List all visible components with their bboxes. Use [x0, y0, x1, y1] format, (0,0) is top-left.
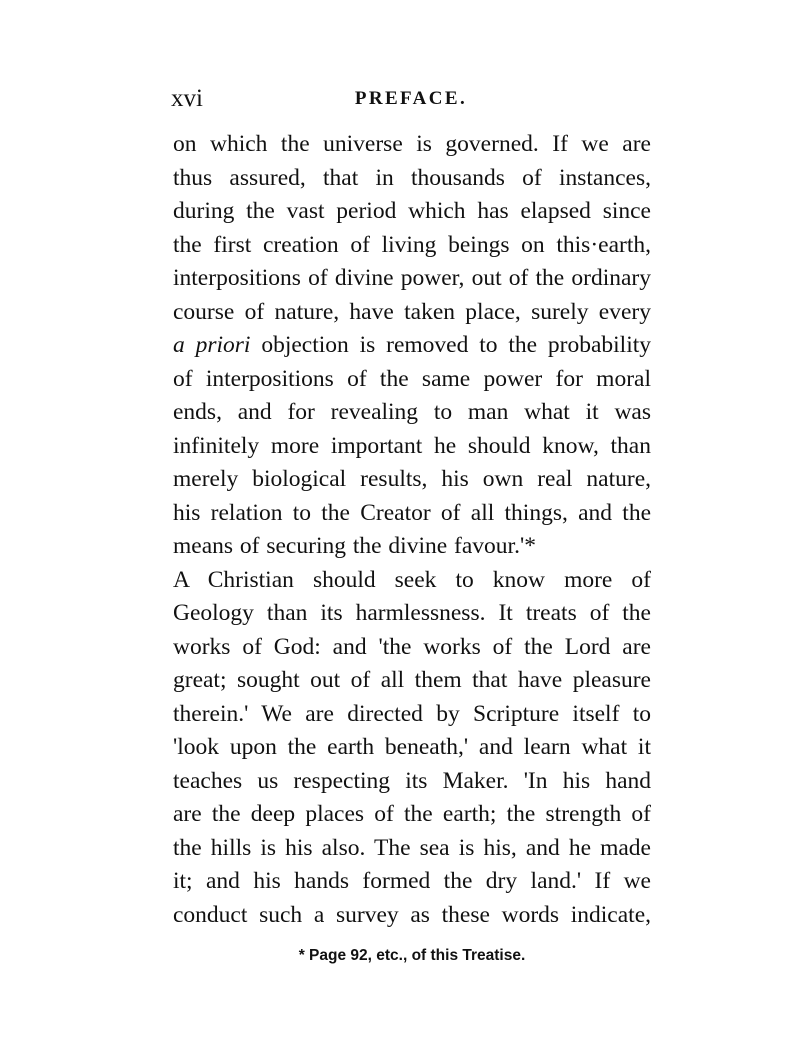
- text-line: interpositions of divine power, out of the ordinary: [173, 265, 651, 291]
- text-line-rest: objection is removed to the probability: [261, 332, 652, 358]
- text-line-with-italic: [173, 329, 651, 363]
- footnote: * Page 92, etc., of this Treatise.: [298, 947, 526, 964]
- page-number: xvi: [171, 85, 203, 112]
- text-line: thus assured, that in thousands of instances,: [173, 164, 651, 191]
- paragraph-2: [173, 564, 651, 933]
- text-line: great; sought out of all them that have pleasure: [173, 667, 651, 693]
- running-head: [171, 84, 651, 114]
- text-line: infinitely more important he should know, than: [173, 432, 651, 459]
- paragraph-1: [173, 128, 651, 564]
- running-title: PREFACE.: [354, 88, 468, 109]
- text-line: means of securing the divine favour.'*: [173, 533, 536, 559]
- text-line: Geology than its harmlessness. It treats of the: [173, 600, 651, 626]
- text-line: of interpositions of the same power for moral: [173, 365, 651, 392]
- text-line: the hills is his also. The sea is his, and he made: [173, 834, 651, 861]
- text-line: his relation to the Creator of all things, and the: [173, 499, 651, 526]
- text-line: teaches us respecting its Maker. 'In his hand: [173, 767, 651, 794]
- text-line: therein.' We are directed by Scripture itself to: [173, 700, 651, 727]
- text-line: it; and his hands formed the dry land.' If we: [173, 868, 651, 894]
- body-text: [173, 128, 651, 932]
- text-line: conduct such a survey as these words indicate,: [173, 901, 651, 928]
- text-line: merely biological results, his own real nature,: [173, 466, 651, 492]
- text-line: 'look upon the earth beneath,' and learn what it: [173, 734, 651, 760]
- text-line: works of God: and 'the works of the Lord are: [173, 633, 651, 660]
- text-line: course of nature, have taken place, surely every: [173, 298, 651, 325]
- text-line: are the deep places of the earth; the strength of: [173, 801, 651, 827]
- text-line: A Christian should seek to know more of: [173, 566, 651, 593]
- text-line: during the vast period which has elapsed since: [173, 198, 651, 224]
- text-line: on which the universe is governed. If we are: [173, 131, 651, 157]
- text-line: ends, and for revealing to man what it was: [173, 399, 651, 425]
- text-line: the first creation of living beings on this·earth,: [173, 231, 651, 258]
- italic-phrase: a priori: [173, 332, 251, 358]
